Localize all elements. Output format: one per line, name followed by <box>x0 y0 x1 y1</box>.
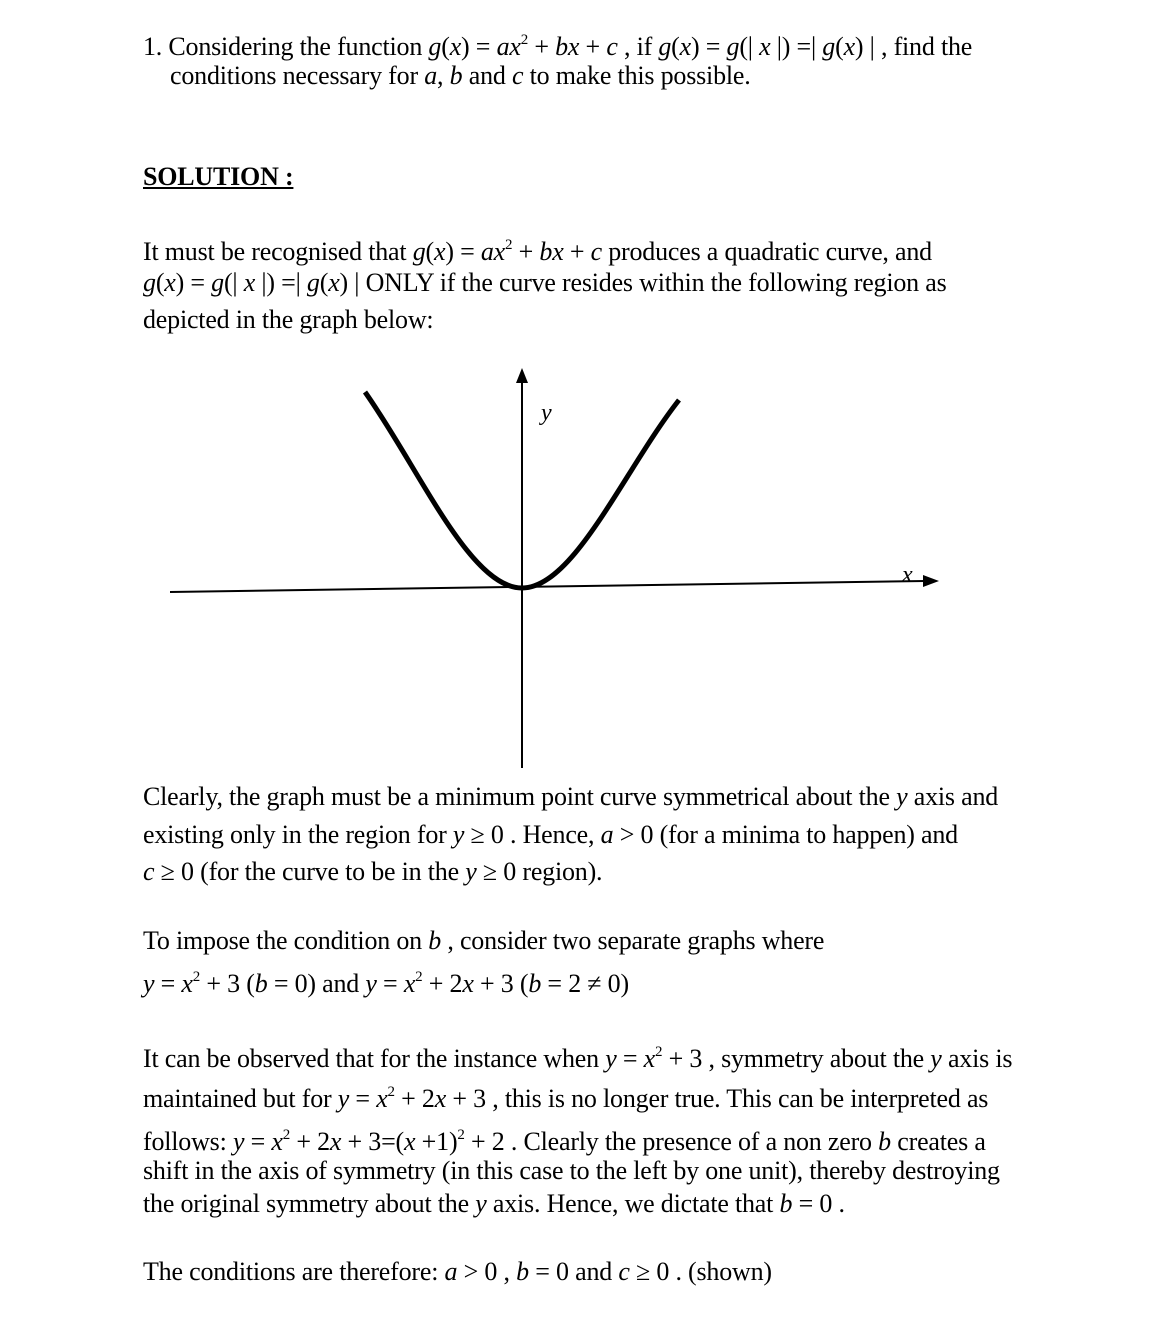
math-variable: g <box>822 32 836 61</box>
text-run: the original symmetry about the <box>143 1189 476 1218</box>
y-axis-arrow-icon <box>516 368 528 383</box>
text-run: ( <box>425 237 434 266</box>
math-variable: y <box>465 857 477 886</box>
text-run: ( <box>319 268 329 297</box>
text-run: + <box>512 237 540 266</box>
math-variable: c <box>606 32 618 61</box>
text-run: ) = <box>445 237 481 266</box>
text-run: (| <box>223 268 244 297</box>
text-run: ) = <box>690 32 727 61</box>
text-run: = 0 . <box>792 1189 845 1218</box>
text-run: + 2 <box>394 1084 435 1113</box>
text-run: > 0 , <box>457 1257 517 1286</box>
text-run: = <box>349 1084 377 1113</box>
math-variable: c <box>511 61 524 90</box>
math-variable: x <box>843 32 855 61</box>
math-variable: y <box>475 1189 487 1218</box>
text-run: It can be observed that for the instance when <box>143 1044 606 1073</box>
math-variable: b <box>878 1127 891 1156</box>
y-axis-label: y <box>541 400 552 426</box>
math-variable: x <box>271 1127 283 1156</box>
paragraph-3-line <box>143 925 824 957</box>
math-variable: x <box>433 237 446 266</box>
math-variable: y <box>930 1044 942 1073</box>
superscript: 2 <box>192 969 201 985</box>
math-variable: x <box>164 268 176 297</box>
text-run: ( <box>671 32 680 61</box>
text-run: + 3 , symmetry about the <box>662 1044 931 1073</box>
paragraph-4-line <box>143 1188 845 1220</box>
math-variable: ax <box>480 237 505 266</box>
superscript: 2 <box>387 1084 395 1100</box>
text-run: shift in the axis of symmetry (in this case to the left by one unit), thereby destroying <box>143 1156 1000 1185</box>
text-run: + 3 , this is no longer true. This can be interpreted as <box>446 1084 989 1113</box>
text-run: axis and <box>907 782 999 811</box>
x-axis-label: x <box>902 562 913 588</box>
text-run: + 2 . Clearly the presence of a non zero <box>464 1127 879 1156</box>
text-run: To impose the condition on <box>143 926 429 955</box>
math-variable: g <box>211 268 224 297</box>
math-variable: c <box>590 237 602 266</box>
text-run: It must be recognised that <box>143 237 413 266</box>
math-variable: a <box>600 820 614 849</box>
text-run: ) = <box>175 268 212 297</box>
math-variable: c <box>618 1257 630 1286</box>
math-variable: y <box>896 782 908 811</box>
paragraph-2-line <box>143 856 602 888</box>
text-run: ( <box>441 32 450 61</box>
math-variable: x <box>328 268 340 297</box>
math-variable: x <box>462 969 474 998</box>
text-run: , if <box>617 32 659 61</box>
text-run: = 0) and <box>267 969 366 998</box>
x-axis-arrow-icon <box>923 575 939 587</box>
math-variable: bx <box>539 237 564 266</box>
text-run: follows: <box>143 1127 233 1156</box>
math-variable: y <box>605 1044 617 1073</box>
text-run: The conditions are therefore: <box>143 1257 445 1286</box>
math-variable: x <box>403 969 416 998</box>
math-variable: g <box>658 32 672 61</box>
text-run: produces a quadratic curve, and <box>601 237 932 266</box>
paragraph-4-line <box>143 1155 1000 1187</box>
math-variable: x <box>643 1044 655 1073</box>
math-variable: g <box>428 32 442 61</box>
math-variable: x <box>679 32 691 61</box>
text-run: + 2 <box>290 1127 330 1156</box>
text-run: |) =| <box>255 268 307 297</box>
text-run: + 3 ( <box>200 969 255 998</box>
math-variable: g <box>306 268 320 297</box>
text-run: = 0 and <box>528 1257 619 1286</box>
text-run: + 3=( <box>341 1127 405 1156</box>
math-variable: g <box>726 32 740 61</box>
text-run: + 3 ( <box>473 969 529 998</box>
superscript: 2 <box>655 1044 663 1060</box>
superscript: 2 <box>520 32 529 48</box>
math-variable: x <box>376 1084 388 1113</box>
superscript: 2 <box>282 1127 291 1143</box>
text-run: + <box>579 32 607 61</box>
paragraph-2-line <box>143 781 998 813</box>
text-run: ≥ 0 . (shown) <box>629 1257 772 1286</box>
math-variable: x <box>329 1127 342 1156</box>
math-variable: g <box>412 237 426 266</box>
text-run: > 0 (for a minima to happen) and <box>613 820 958 849</box>
conclusion-line <box>143 1256 772 1288</box>
text-run: (| <box>739 32 760 61</box>
text-run: ≥ 0 (for the curve to be in the <box>154 857 466 886</box>
math-variable: x <box>181 969 193 998</box>
superscript: 2 <box>457 1127 465 1143</box>
text-run: maintained but for <box>143 1084 338 1113</box>
math-variable: y <box>452 820 465 849</box>
text-run: ≥ 0 . Hence, <box>464 820 601 849</box>
text-run: axis. Hence, we dictate that <box>486 1189 780 1218</box>
math-variable: g <box>143 268 156 297</box>
text-run: +1) <box>415 1127 458 1156</box>
math-variable: a <box>424 61 438 90</box>
text-run: existing only in the region for <box>143 820 453 849</box>
text-run: conditions necessary for <box>170 61 425 90</box>
text-run: 1. Considering the function <box>143 32 429 61</box>
text-run: , consider two separate graphs where <box>441 926 825 955</box>
paragraph-3-line <box>143 961 629 1000</box>
math-variable: y <box>143 969 155 998</box>
math-variable: x <box>404 1127 416 1156</box>
text-run: = <box>154 969 182 998</box>
math-variable: b <box>528 969 542 998</box>
math-variable: bx <box>555 32 580 61</box>
text-run: + <box>528 32 556 61</box>
text-run: = <box>376 969 404 998</box>
text-run: ) = <box>461 32 497 61</box>
paragraph-2-line <box>143 819 958 851</box>
math-variable: x <box>449 32 462 61</box>
text-run: = <box>616 1044 644 1073</box>
superscript: 2 <box>505 237 513 253</box>
text-run: depicted in the graph below: <box>143 305 434 334</box>
math-variable: ax <box>496 32 521 61</box>
x-axis <box>170 581 925 592</box>
text-run: Clearly, the graph must be a minimum point curve symmetrical about the <box>143 782 897 811</box>
text-run: creates a <box>890 1127 986 1156</box>
math-variable: a <box>444 1257 458 1286</box>
math-variable: x <box>243 268 256 297</box>
math-variable: y <box>365 969 377 998</box>
text-run: axis is <box>941 1044 1013 1073</box>
text-run: , <box>437 61 450 90</box>
math-variable: b <box>428 926 442 955</box>
text-run: = <box>244 1127 272 1156</box>
solution-heading: SOLUTION : <box>143 162 294 191</box>
paragraph-4-line <box>143 1119 986 1158</box>
text-run: + 2 <box>422 969 463 998</box>
math-variable: y <box>232 1127 245 1156</box>
math-variable: b <box>449 61 463 90</box>
math-variable: b <box>779 1189 793 1218</box>
paragraph-4-line <box>143 1076 988 1115</box>
text-run: |) =| <box>770 32 823 61</box>
math-variable: x <box>434 1084 447 1113</box>
superscript: 2 <box>415 969 423 985</box>
text-run: ≥ 0 region). <box>476 857 603 886</box>
math-variable: b <box>254 969 268 998</box>
math-variable: y <box>337 1084 350 1113</box>
text-run: + <box>563 237 591 266</box>
text-run: and <box>462 61 512 90</box>
text-run: = 2 ≠ 0) <box>541 969 629 998</box>
paragraph-4-line <box>143 1036 1012 1075</box>
text-run: ( <box>155 268 165 297</box>
text-run: to make this possible. <box>523 61 751 90</box>
text-run: ) | , find the <box>854 32 973 61</box>
math-variable: x <box>759 32 771 61</box>
math-variable: c <box>143 857 155 886</box>
text-run: ( <box>835 32 844 61</box>
text-run: ) | ONLY if the curve resides within the following region as <box>339 268 947 297</box>
math-variable: b <box>516 1257 529 1286</box>
